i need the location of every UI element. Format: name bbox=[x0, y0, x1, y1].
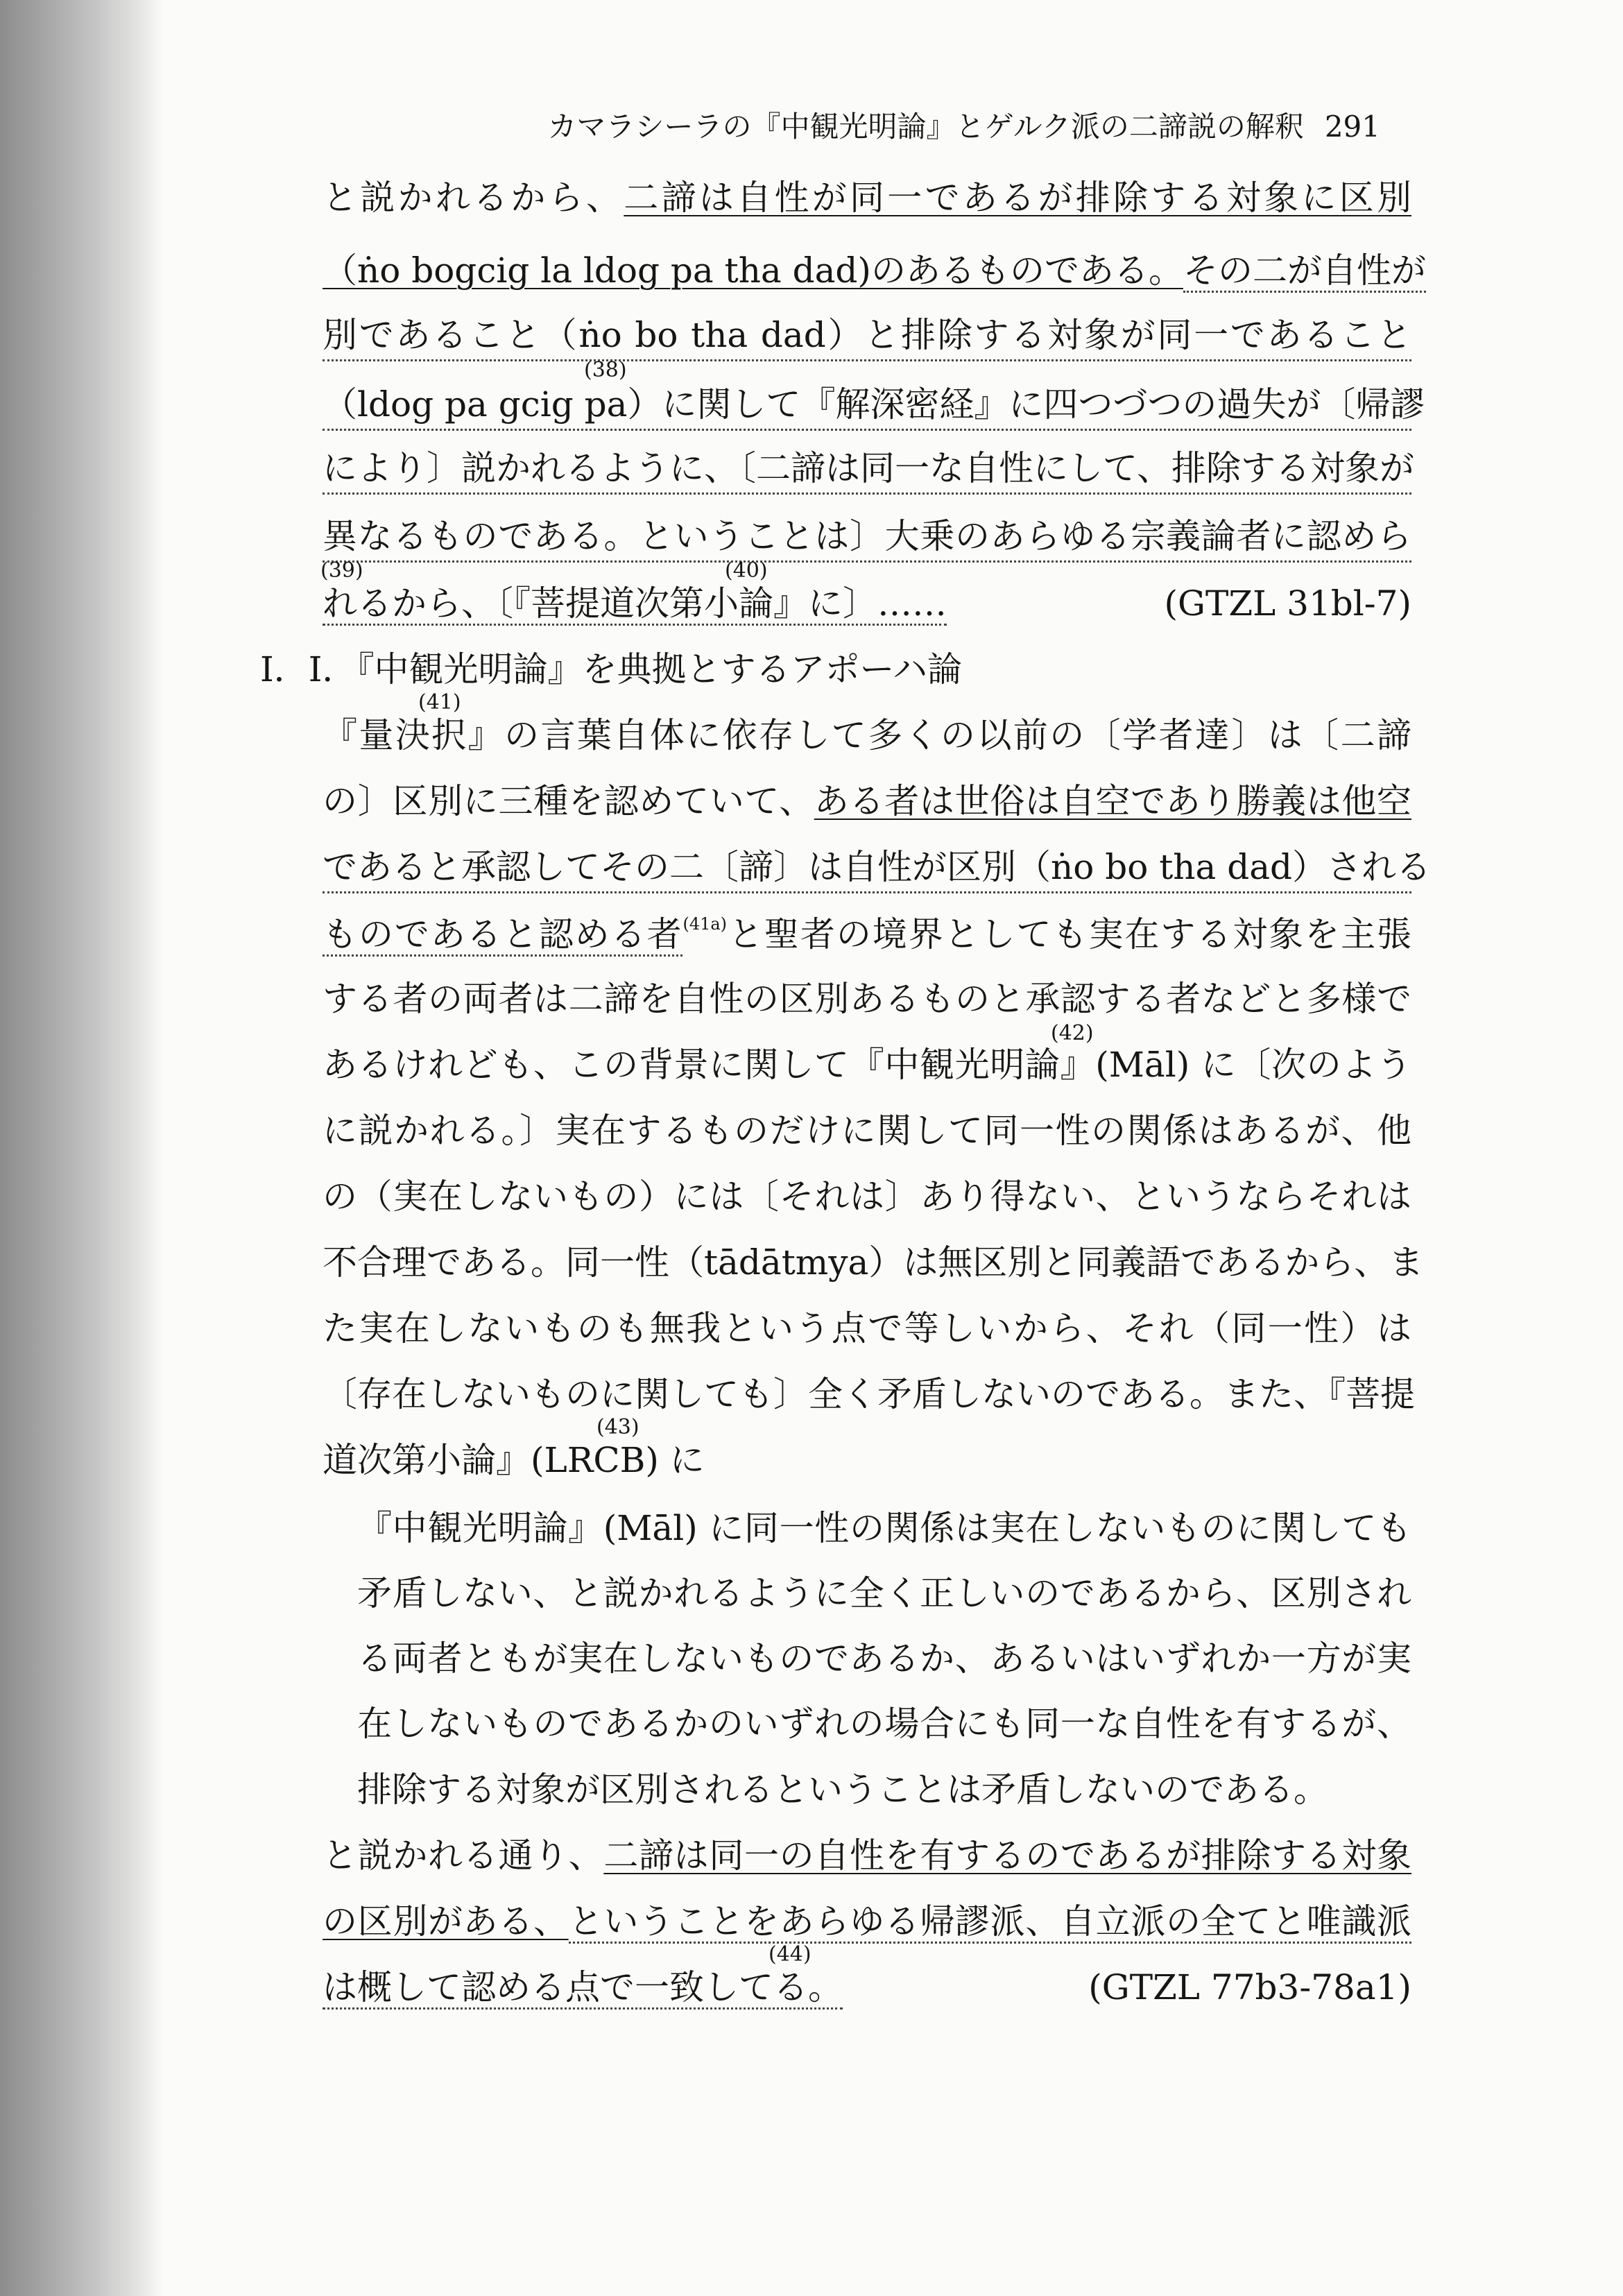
source-ref: (GTZL 31bl-7) bbox=[1164, 583, 1411, 624]
note-marker: (40) bbox=[725, 558, 768, 583]
text-line: た実在しないものも無我という点で等しいから、それ（同一性）は bbox=[323, 1308, 1411, 1348]
note-marker: (41) bbox=[418, 690, 461, 714]
text-line: により〕説かれるように、〔二諦は同一な自性にして、排除する対象が bbox=[323, 444, 1411, 495]
page-number: 291 bbox=[1324, 110, 1380, 144]
text-line: れるから、〔『菩提道次第小論』に〕…… (GTZL 31bl-7) bbox=[323, 579, 1411, 628]
text-line: 道次第小論』(LRCB) に bbox=[323, 1440, 705, 1480]
quote-line: 排除する対象が区別されるということは矛盾しないのである。 bbox=[357, 1770, 1328, 1810]
text-line: と説かれるから、二諦は自性が同一であるが排除する対象に区別 bbox=[323, 178, 1412, 218]
text-line: 『量決択』の言葉自体に依存して多くの以前の〔学者達〕は〔二諦 bbox=[323, 715, 1411, 755]
note-marker: (44) bbox=[768, 1942, 812, 1967]
running-header bbox=[479, 104, 1380, 146]
text-line: の区別がある、ということをあらゆる帰謬派、自立派の全てと唯識派 bbox=[323, 1897, 1411, 1946]
text-line: 不合理である。同一性（tādātmya）は無区別と同義語であるから、ま bbox=[323, 1242, 1424, 1283]
text-line: に説かれる。〕実在するものだけに関して同一性の関係はあるが、他 bbox=[323, 1111, 1411, 1151]
text-line: する者の両者は二諦を自性の区別あるものと承認する者などと多様で bbox=[323, 979, 1411, 1019]
note-marker: (43) bbox=[596, 1415, 639, 1439]
note-marker: (38) bbox=[584, 358, 627, 382]
text-line: （ldog pa gcig pa）に関して『解深密経』に四つづつの過失が〔帰謬 bbox=[323, 380, 1411, 431]
note-marker: (39) bbox=[320, 558, 363, 583]
text-line: 異なるものである。ということは〕大乗のあらゆる宗義論者に認めら bbox=[323, 512, 1411, 563]
quote-line: 『中観光明論』(Māl) に同一性の関係は実在しないものに関しても bbox=[357, 1508, 1411, 1548]
text-line: の〕区別に三種を認めていて、ある者は世俗は自空であり勝義は他空 bbox=[323, 781, 1412, 821]
section-heading: I．I．『中観光明論』を典拠とするアポーハ論 bbox=[260, 649, 963, 689]
note-marker: (42) bbox=[1051, 1021, 1094, 1045]
header-title: カマラシーラの『中観光明論』とゲルク派の二諦説の解釈 bbox=[547, 110, 1304, 144]
source-ref: (GTZL 77b3-78a1) bbox=[1088, 1967, 1411, 2007]
quote-line: る両者ともが実在しないものであるか、あるいはいずれか一方が実 bbox=[357, 1638, 1411, 1679]
text-line: 別であること（ṅo bo tha dad）と排除する対象が同一であること bbox=[323, 311, 1411, 361]
text-line: であると承認してその二〔諦〕は自性が区別（ṅo bo tha dad）される bbox=[323, 843, 1411, 893]
text-line: ものであると認める者$^{(41a)}$と聖者の境界としても実在する対象を主張 bbox=[323, 910, 1411, 959]
quote-line: 矛盾しない、と説かれるように全く正しいのであるから、区別され bbox=[357, 1573, 1411, 1613]
text-line: の（実在しないもの）には〔それは〕あり得ない、というならそれは bbox=[323, 1176, 1411, 1217]
text-line: は概して認める点で一致してる。 (GTZL 77b3-78a1) bbox=[323, 1963, 1411, 2012]
text-line: （ṅo bogcig la ldog pa tha dad)のあるものである。その二が自性が bbox=[323, 246, 1411, 295]
text-line: 〔存在しないものに関しても〕全く矛盾しないのである。また、『菩提 bbox=[323, 1374, 1415, 1414]
quote-line: 在しないものであるかのいずれの場合にも同一な自性を有するが、 bbox=[357, 1704, 1411, 1744]
text-line: と説かれる通り、二諦は同一の自性を有するのであるが排除する対象 bbox=[323, 1835, 1412, 1876]
text-line: あるけれども、この背景に関して『中観光明論』(Māl) に〔次のよう bbox=[323, 1045, 1411, 1085]
